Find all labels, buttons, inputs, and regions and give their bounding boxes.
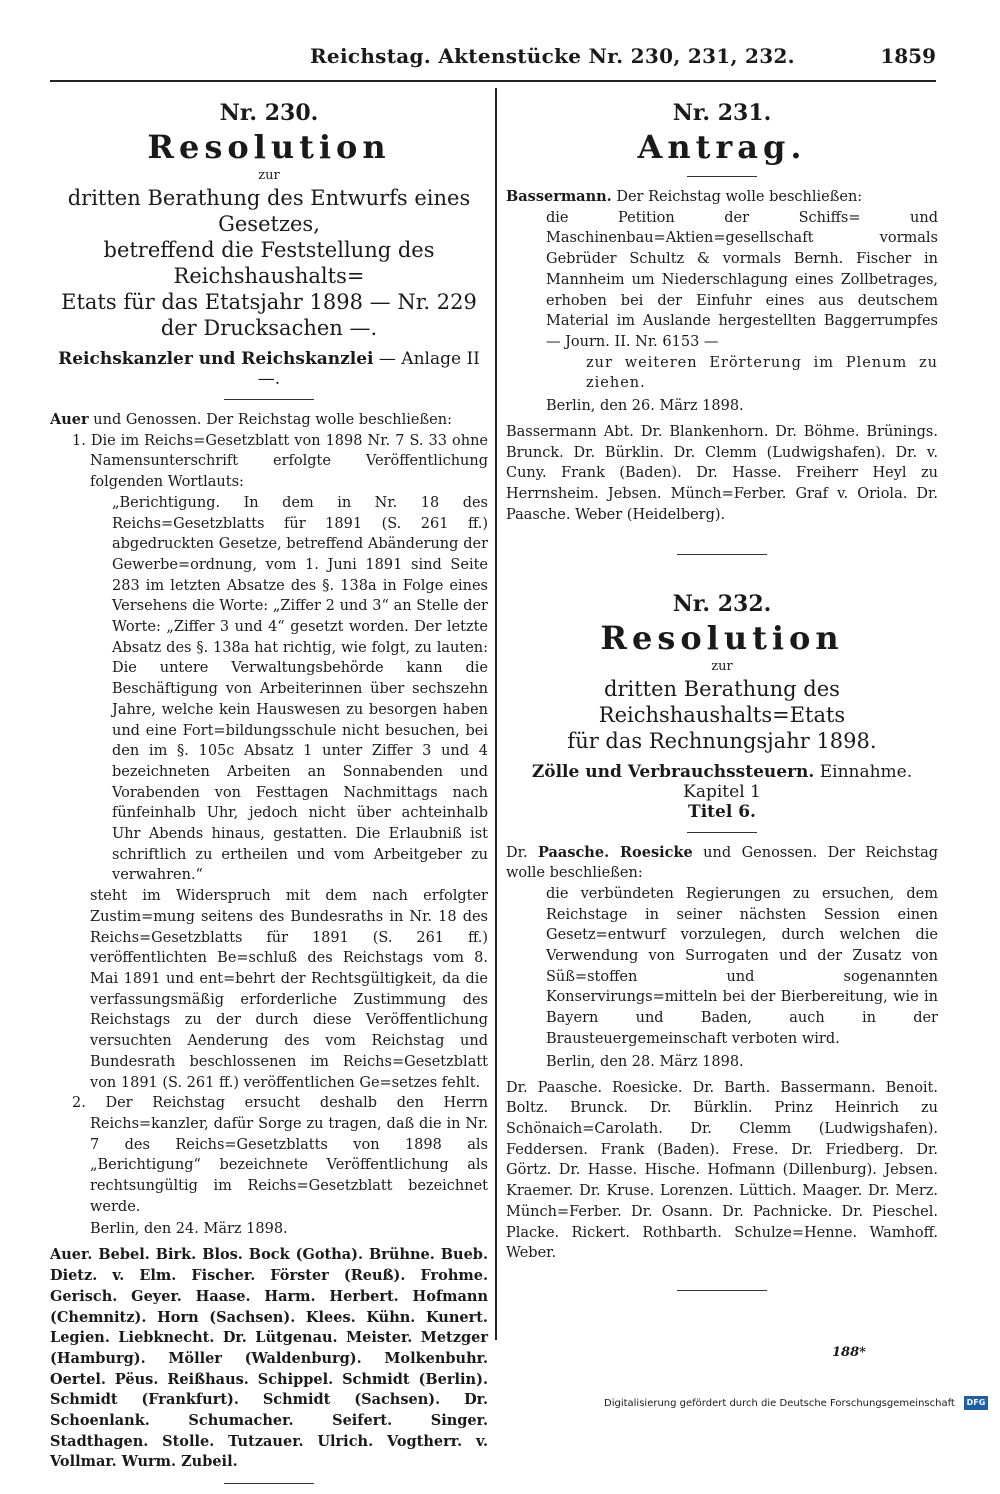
heading-resolution-230: Resolution xyxy=(147,128,391,166)
zur-label: zur xyxy=(711,658,733,674)
page-number: 1859 xyxy=(880,44,936,68)
signature-date-231: Berlin, den 26. März 1898. xyxy=(546,398,744,415)
running-header xyxy=(0,44,1000,72)
doc-number-231: Nr. 231. xyxy=(672,100,772,126)
signatories-232: Dr. Paasche. Roesicke. Dr. Barth. Bassermann. Benoit. Boltz. Brunck. Dr. Bürklin. Prinz Heinrich zu Schönaich=Carolath. Dr. Clemm (Ludwigshafen). Feddersen. Frank (Baden). Frese. Dr. Friedberg. Dr. Görtz. Dr. Hasse. Hische. Hofmann (Dillenburg). Jebsen. Kraemer. Dr. Kruse. Lorenzen. Lüttich. Maager. Dr. Merz. Münch=Ferber. Dr. Osann. Dr. Pachnicke. Dr. Pieschel. Placke. Rickert. Rothbarth. Schulze=Henne. Wamhoff. Weber. xyxy=(506,1079,938,1262)
separator xyxy=(677,1290,767,1291)
subtitle-line: der Drucksachen —. xyxy=(160,316,378,340)
separator xyxy=(687,832,757,833)
heading-resolution-232: Resolution xyxy=(600,618,844,657)
subtitle-line: Etats für das Etatsjahr 1898 — Nr. 229 xyxy=(61,290,477,314)
separator xyxy=(224,399,314,400)
motion-intro-231 xyxy=(506,187,938,208)
intro-text: Der Reichstag wolle beschließen: xyxy=(611,189,863,205)
subtitle-line: betreffend die Feststellung des Reichshaushalts= xyxy=(103,238,435,288)
header-rule xyxy=(50,80,936,82)
section-heading-line2: Titel 6. xyxy=(688,801,756,822)
left-column xyxy=(50,92,488,1494)
separator xyxy=(677,554,767,555)
motion-intro xyxy=(50,410,488,431)
intro-text: und Genossen. Der Reichstag wolle beschließen: xyxy=(88,412,452,428)
item-2: 2. Der Reichstag ersucht deshalb den Herrn Reichs=kanzler, dafür Sorge zu tragen, daß die in Nr. 7 des Reichs=Gesetzblatts von 1898 als „Berichtigung“ bezeichnete Veröffentlichung als rechtsungültig im Reichs=Gesetzblatt bezeichnet werde. xyxy=(72,1095,488,1215)
mover-name: Auer xyxy=(50,411,89,428)
section-heading xyxy=(50,349,488,389)
section-rest: — Anlage II —. xyxy=(257,349,480,389)
doc-number-232: Nr. 232. xyxy=(672,590,772,617)
signatories-231: Bassermann Abt. Dr. Blankenhorn. Dr. Böhme. Brünings. Brunck. Dr. Bürklin. Dr. Clemm (Ludwigshafen). Dr. v. Cuny. Frank (Baden). Dr. Hasse. Freiherr Heyl zu Herrnsheim. Jebsen. Münch=Ferber. Graf v. Oriola. Dr. Paasche. Weber (Heidelberg). xyxy=(506,424,938,523)
intro-text: und Genossen. Der Reichstag wolle beschließen: xyxy=(506,844,939,882)
subtitle-line: dritten Berathung des Entwurfs eines Gesetzes, xyxy=(67,186,471,236)
mover-names: Paasche. Roesicke xyxy=(538,843,693,861)
quoted-correction: „Berichtigung. In dem in Nr. 18 des Reichs=Gesetzblatts für 1891 (S. 261 ff.) abgedruckten Gesetze, betreffend Abänderung der Gewerbe=ordnung, vom 1. Juni 1891 sind Seite 283 im letzten Absatze des §. 138a in Folge eines Versehens die Worte: „Ziffer 2 und 3“ an Stelle der Worte: „Ziffer 3 und 4“ gesetzt worden. Der letzte Absatz des §. 138a hat richtig, wie folgt, zu lauten: Die untere Verwaltungsbehörde kann die Beschäftigung von Arbeiterinnen über sechszehn Jahre, welche kein Hauswesen zu besorgen haben und eine Fort=bildungsschule nicht besuchen, bei den im §. 105c Absatz 1 unter Ziffer 3 und 4 bezeichneten Arbeiten an Sonnabenden und Vorabenden von Festtagen Nachmittags nach fünfeinhalb Uhr, jedoch nicht über achteinhalb Uhr Abends hinaus, gestatten. Die Erlaubniß ist schriftlich zu ertheilen und vom Arbeitgeber zu verwahren.“ xyxy=(112,494,488,884)
item-1: 1. Die im Reichs=Gesetzblatt von 1898 Nr. 7 S. 33 ohne Namensunterschrift erfolgte Veröffentlichung folgenden Wortlauts: xyxy=(72,432,488,491)
zur-label: zur xyxy=(258,168,280,183)
petition-text: die Petition der Schiffs= und Maschinenbau=Aktien=gesellschaft vormals Gebrüder Schultz & vormals Bernh. Fischer in Mannheim um Niederschlagung eines Zollbetrages, erhoben bei der Einfuhr eines aus deutschem Material im Auslande hergestellten Baggerrumpfes — Journ. II. Nr. 6153 — xyxy=(546,209,938,350)
digitization-credit: Digitalisierung gefördert durch die Deutsche Forschungsgemeinschaft xyxy=(604,1398,955,1409)
item-1-continuation: steht im Widerspruch mit dem nach erfolgter Zustim=mung seitens des Bundesraths in Nr. 18 des Reichs=Gesetzblatts für 1891 (S. 261 ff.) veröffentlichten Be=schluß des Reichstags vom 8. Mai 1891 und ent=behrt der Rechtsgültigkeit, da die verfassungsmäßig erforderliche Zustimmung des Reichstags zu der durch diese Veröffentlichung versuchten Aenderung des vom Reichstag und Bundesrath beschlossenen im Reichs=Gesetzblatt von 1891 (S. 261 ff.) veröffentlichen Ge=setzes fehlt. xyxy=(90,888,488,1091)
separator xyxy=(687,176,757,177)
signature-date-232: Berlin, den 28. März 1898. xyxy=(546,1053,744,1070)
sheet-signature-mark: 188* xyxy=(832,1345,866,1360)
section-heading xyxy=(506,762,938,802)
doc-number-230: Nr. 230. xyxy=(219,100,319,126)
header-title: Reichstag. Aktenstücke Nr. 230, 231, 232. xyxy=(310,44,795,68)
intro-prefix: Dr. xyxy=(506,844,539,861)
separator xyxy=(224,1483,314,1484)
heading-antrag: Antrag. xyxy=(637,128,807,166)
mover-name: Bassermann. xyxy=(506,188,612,205)
right-column xyxy=(506,92,938,1301)
signatories-list: Auer. Bebel. Birk. Blos. Bock (Gotha). Brühne. Bueb. Dietz. v. Elm. Fischer. Förster (Reuß). Frohme. Gerisch. Geyer. Haase. Harm. Herbert. Hofmann (Chemnitz). Horn (Sachsen). Klees. Kühn. Kunert. Legien. Liebknecht. Dr. Lütgenau. Meister. Metzger (Hamburg). Möller (Waldenburg). Molkenbuhr. Oertel. Pëus. Reißhaus. Schippel. Schmidt (Berlin). Schmidt (Frankfurt). Schmidt (Sachsen). Dr. Schoenlank. Schumacher. Seifert. Singer. Stadthagen. Stolle. Tutzauer. Ulrich. Vogtherr. v. Vollmar. Wurm. Zubeil. xyxy=(50,1246,488,1471)
column-divider xyxy=(495,88,497,1340)
subtitle-line: für das Rechnungsjahr 1898. xyxy=(567,728,877,753)
resolution-text: die verbündeten Regierungen zu ersuchen, dem Reichstage in seiner nächsten Session einen Gesetz=entwurf vorzulegen, durch welchen die Verwendung von Surrogaten und der Zusatz von Süß=stoffen und sogenannten Konservirungs=mitteln bei der Bierbereitung, wie in Bayern und Baden, auch in der Brausteuergemeinschaft verboten wird. xyxy=(546,885,938,1047)
signature-date: Berlin, den 24. März 1898. xyxy=(90,1221,288,1238)
motion-intro-232 xyxy=(506,843,938,884)
dfg-logo: DFG xyxy=(964,1396,988,1410)
referral-text: zur weiteren Erörterung im Plenum zu ziehen. xyxy=(586,354,938,392)
subtitle-line: dritten Berathung des Reichshaushalts=Etats xyxy=(598,676,846,727)
section-bold: Zölle und Verbrauchssteuern. xyxy=(531,761,815,782)
section-bold: Reichskanzler und Reichskanzlei xyxy=(58,349,374,369)
section-rest: Einnahme. Kapitel 1 xyxy=(683,761,913,802)
